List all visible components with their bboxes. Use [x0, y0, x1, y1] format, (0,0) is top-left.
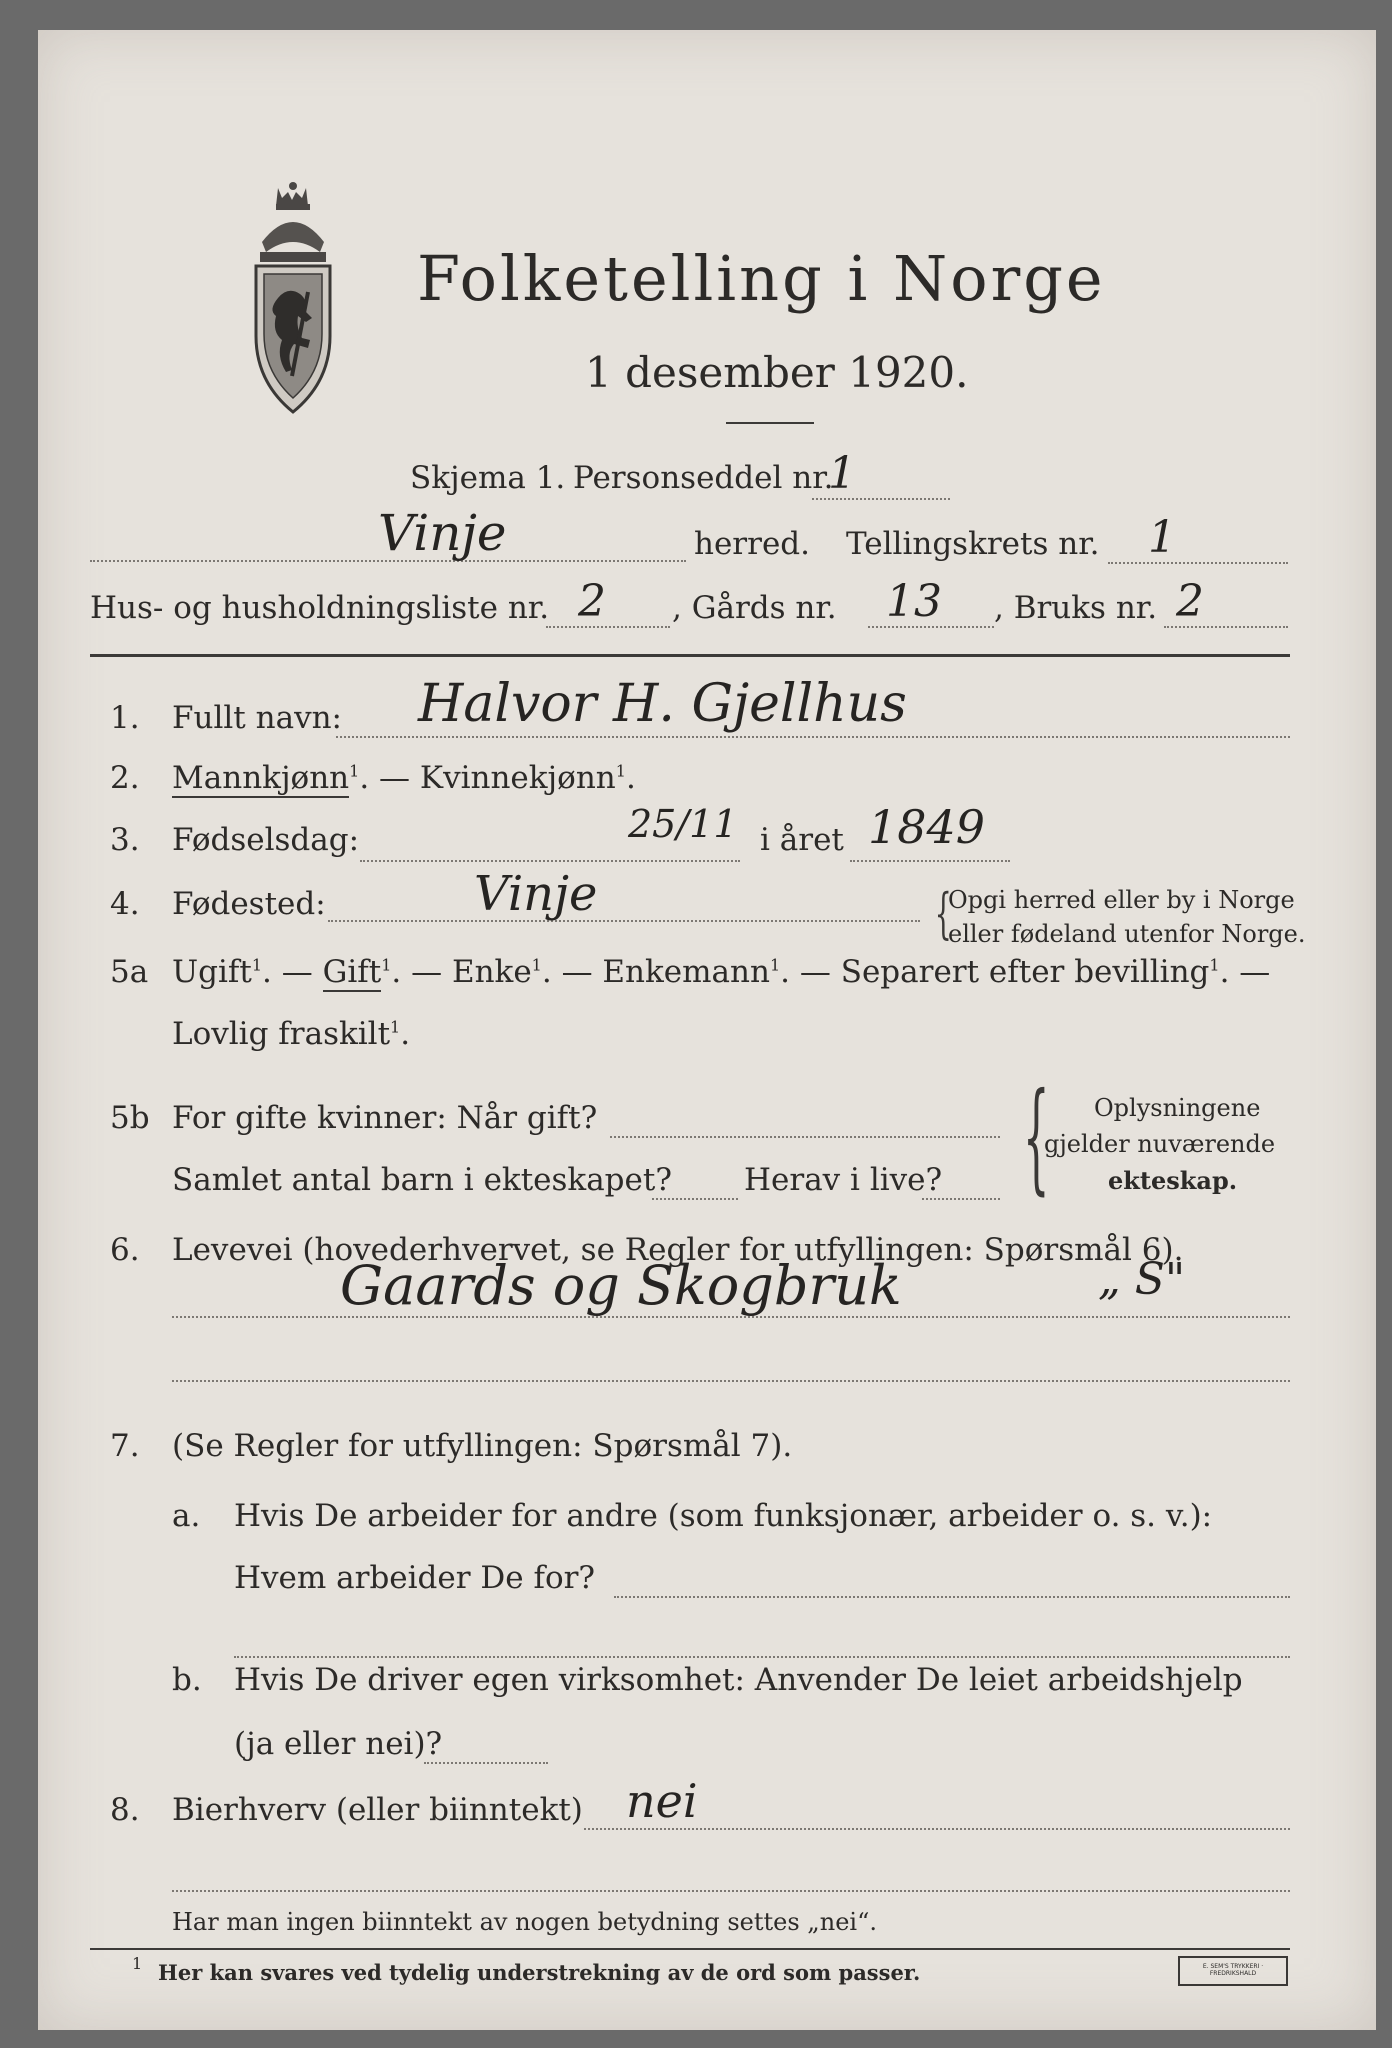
footnote-mark: 1 — [132, 1954, 143, 1973]
gift-option[interactable]: Gift — [322, 954, 382, 990]
q5a-sep: . — — [541, 954, 603, 990]
q5b-number: 5b — [110, 1100, 150, 1136]
q2-options — [172, 760, 636, 796]
q7b-text: Hvis De driver egen virksomhet: Anvender De leiet arbeidshjelp — [234, 1662, 1243, 1698]
tellingskrets-value[interactable]: 1 — [1148, 512, 1176, 563]
q5b-line-1 — [610, 1136, 1000, 1138]
q6-line-2 — [172, 1380, 1290, 1382]
q5b-note-3: ekteskap. — [1108, 1166, 1238, 1195]
q1-line — [336, 736, 1290, 738]
q5b-brace: { — [1022, 1068, 1050, 1207]
q4-line — [328, 920, 920, 922]
husholdningsliste-line — [546, 626, 670, 628]
q6-value-mark[interactable]: „ S" — [1098, 1254, 1186, 1305]
mannkjonn-option[interactable]: Mannkjønn — [172, 760, 350, 796]
q8-line-1 — [584, 1828, 1290, 1830]
footnote-ref: 1 — [769, 955, 781, 975]
footnote-ref: 1 — [615, 761, 626, 781]
q1-number: 1. — [110, 700, 140, 736]
q7a-question: Hvem arbeider De for? — [234, 1560, 596, 1596]
header-divider — [90, 654, 1290, 657]
q3-date-value[interactable]: 25/11 — [628, 802, 738, 846]
q4-brace: { — [934, 882, 952, 945]
printer-stamp — [1178, 1956, 1288, 1986]
bruks-label: , Bruks nr. — [994, 590, 1158, 626]
q8-number: 8. — [110, 1792, 140, 1828]
skjema-label: Skjema 1. — [410, 460, 566, 496]
q6-value[interactable]: Gaards og Skogbruk — [340, 1254, 902, 1317]
q7b-number: b. — [172, 1662, 202, 1698]
footnote-ref: 1 — [381, 955, 392, 975]
q7a-text: Hvis De arbeider for andre (som funksjonær, arbeider o. s. v.): — [234, 1498, 1213, 1534]
fraskilt-row: Lovlig fraskilt$^1$. — [172, 1016, 411, 1052]
enkemann-option[interactable]: Enkemann — [602, 954, 770, 990]
q3-year-value[interactable]: 1849 — [868, 800, 986, 854]
footnote-ref: 1 — [390, 1017, 401, 1037]
q4-value[interactable]: Vinje — [474, 866, 598, 922]
census-form-page — [38, 30, 1376, 2030]
gards-label: , Gårds nr. — [672, 590, 837, 626]
page-title: Folketelling i Norge — [417, 242, 1106, 315]
herred-value[interactable]: Vinje — [378, 504, 507, 562]
printer-stamp-text: E. SEM'S TRYKKERI · FREDRIKSHALD — [1202, 1963, 1264, 1977]
q7a-number: a. — [172, 1498, 201, 1534]
footnote-ref: 1 — [251, 955, 263, 975]
footnote-text: Her kan svares ved tydelig understrekning av de ord som passer. — [158, 1960, 921, 1985]
norwegian-coat-of-arms-icon — [248, 180, 336, 418]
q5b-note-1: Oplysningene — [1094, 1094, 1261, 1122]
q4-note-1: Opgi herred eller by i Norge — [948, 886, 1295, 914]
q5a-sep: . — — [391, 954, 452, 990]
q5a-number: 5a — [110, 954, 149, 990]
footnote-ref: 1 — [531, 955, 542, 975]
enke-option[interactable]: Enke — [451, 954, 532, 990]
fraskilt-option[interactable]: Lovlig fraskilt — [172, 1016, 391, 1052]
separert-option[interactable]: Separert efter bevilling — [840, 954, 1210, 990]
q7-label: (Se Regler for utfyllingen: Spørsmål 7). — [172, 1428, 793, 1464]
kvinnekjonn-option[interactable]: Kvinnekjønn — [419, 760, 616, 796]
q3-year-line — [850, 860, 1010, 862]
herred-label: herred. — [694, 526, 810, 562]
q8-value[interactable]: nei — [626, 1774, 698, 1828]
footer-divider — [90, 1948, 1290, 1950]
gards-value[interactable]: 13 — [886, 576, 942, 627]
husholdningsliste-label: Hus- og husholdningsliste nr. — [90, 590, 550, 626]
q5a-sep: . — — [780, 954, 841, 990]
q5a-sep: . — — [262, 954, 323, 990]
q6-number: 6. — [110, 1232, 140, 1268]
q1-name-value[interactable]: Halvor H. Gjellhus — [418, 674, 907, 734]
footnote-ref: 1 — [349, 761, 360, 781]
q5b-line-3 — [922, 1198, 1000, 1200]
q7a-line-2 — [234, 1656, 1290, 1658]
q5a-sep: . — — [1219, 954, 1271, 990]
q5b-label-3: Herav i live? — [744, 1162, 943, 1198]
q4-note-2: eller fødeland utenfor Norge. — [948, 920, 1306, 948]
personseddel-label: Personseddel nr. — [573, 460, 834, 496]
title-divider — [726, 422, 814, 424]
q5b-note-2: gjelder nuværende — [1044, 1130, 1276, 1158]
footnote-ref: 1 — [1209, 955, 1220, 975]
q5b-label-2: Samlet antal barn i ekteskapet? — [172, 1162, 672, 1198]
personseddel-value[interactable]: 1 — [828, 448, 856, 499]
page-subtitle: 1 desember 1920. — [585, 348, 969, 397]
q4-label: Fødested: — [172, 886, 326, 922]
bruks-value[interactable]: 2 — [1176, 576, 1204, 627]
q3-number: 3. — [110, 822, 140, 858]
ugift-option[interactable]: Ugift — [172, 954, 252, 990]
tellingskrets-label: Tellingskrets nr. — [846, 526, 1100, 562]
q7b-question: (ja eller nei)? — [234, 1726, 443, 1762]
q2-end: . — [625, 760, 636, 796]
q2-separator: . — — [359, 760, 420, 796]
q1-label: Fullt navn: — [172, 700, 342, 736]
q2-number: 2. — [110, 760, 140, 796]
q7-number: 7. — [110, 1428, 140, 1464]
q3-label: Fødselsdag: — [172, 822, 360, 858]
tellingskrets-line — [1108, 562, 1288, 564]
q6-label: Levevei (hovederhvervet, se Regler for utfyllingen: Spørsmål 6). — [172, 1232, 1184, 1268]
bottom-note: Har man ingen biinntekt av nogen betydning settes „nei“. — [172, 1908, 877, 1936]
husholdningsliste-value[interactable]: 2 — [578, 576, 606, 627]
q7a-line-1 — [614, 1596, 1290, 1598]
q4-number: 4. — [110, 886, 140, 922]
q3-aret-label: i året — [760, 822, 844, 858]
q5b-label-1: For gifte kvinner: Når gift? — [172, 1100, 598, 1136]
q5b-line-2 — [652, 1198, 738, 1200]
q5a-options — [172, 954, 1270, 990]
q3-date-line — [360, 860, 740, 862]
q7b-line — [424, 1762, 548, 1764]
q8-line-2 — [172, 1890, 1290, 1892]
q8-label: Bierhverv (eller biinntekt) — [172, 1792, 583, 1828]
